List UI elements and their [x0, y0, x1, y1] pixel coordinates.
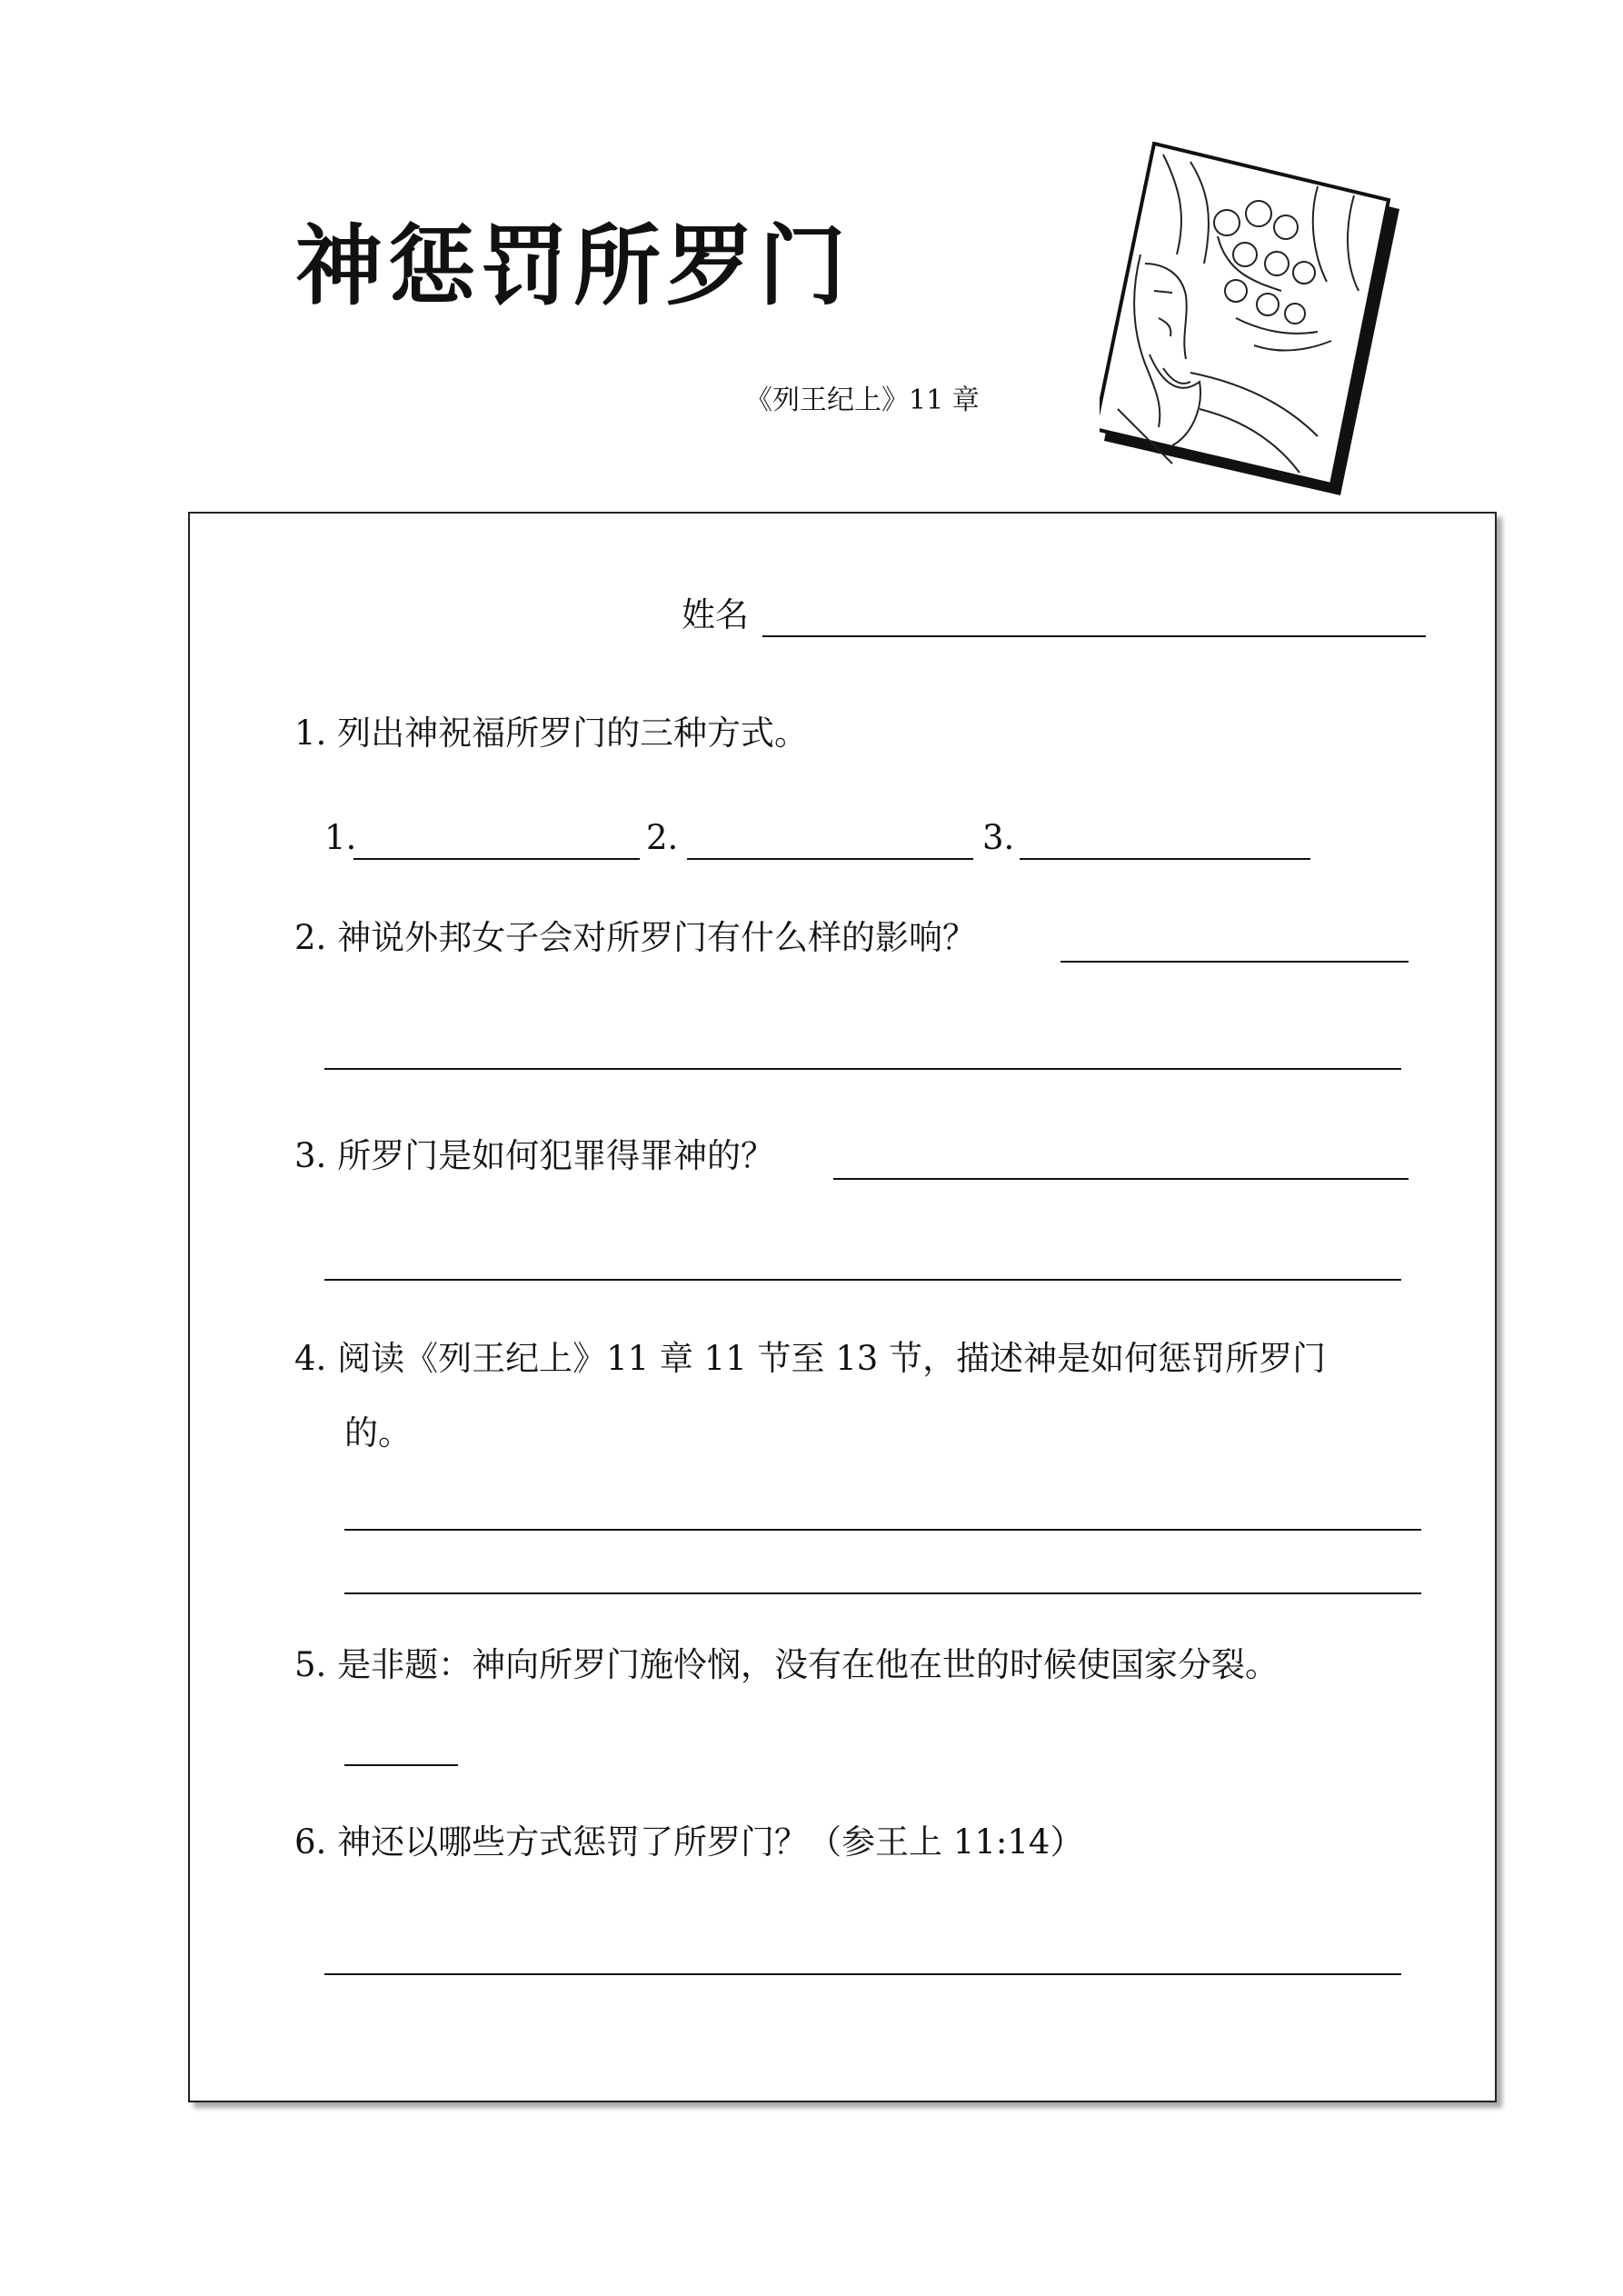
q6-answer-field[interactable]	[324, 1973, 1401, 1975]
q1-blank-3-label: 3.	[982, 818, 1015, 857]
q3-answer-field-2[interactable]	[324, 1279, 1401, 1281]
question-4-line-2: 的。	[344, 1413, 412, 1452]
q2-answer-field-1[interactable]	[1060, 961, 1409, 963]
q3-answer-field-1[interactable]	[833, 1178, 1409, 1180]
q1-answer-3-field[interactable]	[1020, 858, 1310, 860]
question-2: 2. 神说外邦女子会对所罗门有什么样的影响？	[294, 918, 977, 957]
q1-blank-1-label: 1.	[324, 818, 357, 857]
q5-answer-field[interactable]	[344, 1764, 458, 1766]
worksheet-box	[188, 512, 1497, 2102]
q4-answer-field-2[interactable]	[344, 1592, 1421, 1594]
question-6: 6. 神还以哪些方式惩罚了所罗门？（参王上 11:14）	[294, 1822, 1084, 1862]
q1-answer-1-field[interactable]	[353, 858, 640, 860]
name-field[interactable]	[762, 635, 1426, 637]
question-3: 3. 所罗门是如何犯罪得罪神的？	[294, 1136, 775, 1175]
question-4-line-1: 4. 阅读《列王纪上》11 章 11 节至 13 节，描述神是如何惩罚所罗门	[294, 1339, 1327, 1378]
q1-answer-2-field[interactable]	[687, 858, 973, 860]
question-5: 5. 是非题：神向所罗门施怜悯，没有在他在世的时候使国家分裂。	[294, 1645, 1279, 1684]
scripture-reference: 《列王纪上》11 章	[745, 384, 980, 416]
q1-blank-2-label: 2.	[646, 818, 679, 857]
q4-answer-field-1[interactable]	[344, 1529, 1421, 1531]
solomon-illustration	[1100, 136, 1399, 500]
question-1: 1. 列出神祝福所罗门的三种方式。	[294, 714, 809, 753]
name-label: 姓名	[682, 595, 749, 634]
q2-answer-field-2[interactable]	[324, 1068, 1401, 1070]
page-title: 神惩罚所罗门	[295, 215, 851, 317]
